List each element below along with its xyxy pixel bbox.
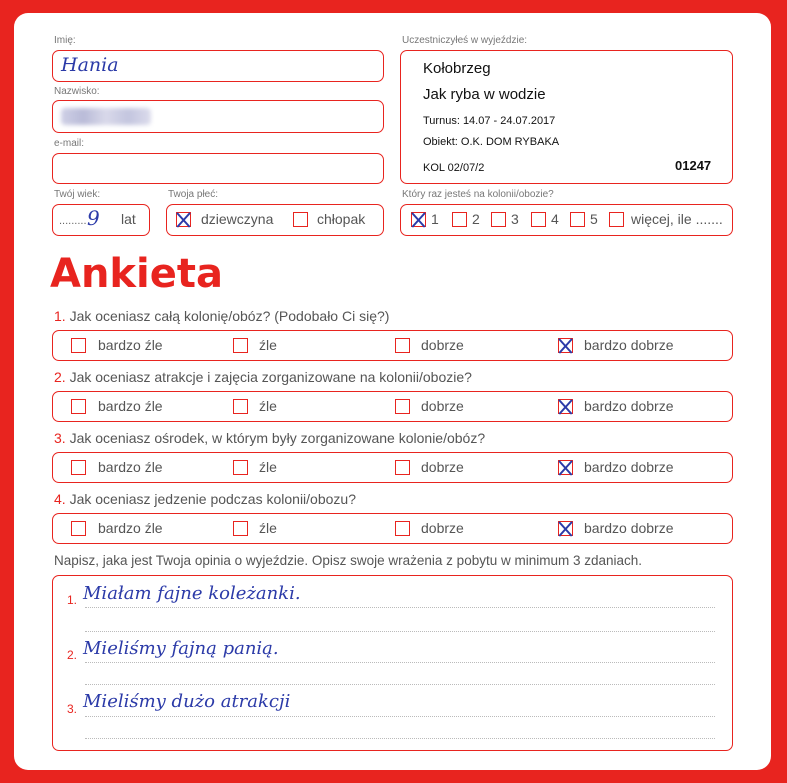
q4-zle-label: źle: [259, 520, 277, 536]
q2-bardzo-dobrze-checkbox[interactable]: [558, 399, 573, 414]
q4-bardzo-zle-label: bardzo źle: [98, 520, 163, 536]
q4-bardzo-zle-checkbox[interactable]: [71, 521, 86, 536]
gender-boy-checkbox[interactable]: [293, 212, 308, 227]
trip-label: Uczestniczyłeś w wyjeździe:: [402, 35, 528, 46]
age-dots: .........: [59, 215, 87, 227]
opinion-line-3-text: Mieliśmy dużo atrakcji: [83, 691, 291, 712]
q1-bardzo-dobrze-checkbox[interactable]: [558, 338, 573, 353]
q2-bardzo-dobrze-label: bardzo dobrze: [584, 398, 674, 414]
opinion-prompt: Napisz, jaka jest Twoja opinia o wyjeździe. Opisz swoje wrażenia z pobytu w minimum 3 zdaniach.: [54, 553, 643, 568]
surname-field[interactable]: [52, 100, 384, 133]
q1-dobrze-checkbox[interactable]: [395, 338, 410, 353]
opinion-box[interactable]: [52, 575, 733, 751]
q2-bardzo-zle-checkbox[interactable]: [71, 399, 86, 414]
question-3-number: 3.: [54, 430, 66, 446]
email-field[interactable]: [52, 153, 384, 184]
gender-girl-label: dziewczyna: [201, 211, 274, 227]
opinion-line-1-number: [67, 593, 77, 607]
q1-zle-checkbox[interactable]: [233, 338, 248, 353]
question-2: [54, 369, 472, 385]
question-4-answers: [52, 513, 733, 544]
q2-bardzo-zle-label: bardzo źle: [98, 398, 163, 414]
q4-zle-checkbox[interactable]: [233, 521, 248, 536]
q2-zle-label: źle: [259, 398, 277, 414]
q3-bardzo-dobrze-label: bardzo dobrze: [584, 459, 674, 475]
q1-dobrze-label: dobrze: [421, 337, 464, 353]
survey-title: Ankieta: [50, 251, 223, 297]
times-5-label: 5: [590, 211, 598, 227]
q1-bardzo-dobrze-label: bardzo dobrze: [584, 337, 674, 353]
age-unit: lat: [121, 211, 136, 227]
opinion-line-2-text: Mieliśmy fajną panią.: [83, 638, 279, 659]
question-3: [54, 430, 485, 446]
q4-dobrze-label: dobrze: [421, 520, 464, 536]
times-1-label: 1: [431, 211, 439, 227]
opinion-line-3-rule: [85, 716, 715, 717]
q1-bardzo-zle-label: bardzo źle: [98, 337, 163, 353]
times-5-checkbox[interactable]: [570, 212, 585, 227]
age-field[interactable]: [52, 204, 150, 236]
q1-bardzo-zle-checkbox[interactable]: [71, 338, 86, 353]
question-2-number: 2.: [54, 369, 66, 385]
opinion-line-1-text: Miałam fajne koleżanki.: [83, 583, 301, 604]
times-1-checkbox[interactable]: [411, 212, 426, 227]
name-label: Imię:: [54, 35, 76, 46]
email-label: e-mail:: [54, 138, 85, 149]
opinion-line-3-num: 3.: [67, 702, 78, 716]
question-4: [54, 491, 356, 507]
opinion-rule-extra-3: [85, 738, 715, 739]
times-3-checkbox[interactable]: [491, 212, 506, 227]
times-more-label: więcej, ile .......: [631, 211, 723, 227]
question-2-answers: [52, 391, 733, 422]
question-4-number: 4.: [54, 491, 66, 507]
gender-girl-checkbox[interactable]: [176, 212, 191, 227]
q3-bardzo-dobrze-checkbox[interactable]: [558, 460, 573, 475]
q4-bardzo-dobrze-checkbox[interactable]: [558, 521, 573, 536]
q4-dobrze-checkbox[interactable]: [395, 521, 410, 536]
question-3-answers: [52, 452, 733, 483]
q3-zle-checkbox[interactable]: [233, 460, 248, 475]
surname-redacted: [61, 108, 151, 125]
opinion-line-3-number: [67, 702, 77, 716]
question-1-answers: [52, 330, 733, 361]
trip-program: Jak ryba w wodzie: [423, 86, 546, 103]
q4-bardzo-dobrze-label: bardzo dobrze: [584, 520, 674, 536]
trip-turnus: Turnus: 14.07 - 24.07.2017: [423, 115, 556, 127]
question-3-text: Jak oceniasz ośrodek, w którym były zorganizowane kolonie/obóz?: [69, 430, 486, 446]
times-2-checkbox[interactable]: [452, 212, 467, 227]
question-1-number: 1.: [54, 308, 66, 324]
trip-code: KOL 02/07/2: [423, 162, 485, 174]
opinion-line-2-rule: [85, 662, 715, 663]
q2-dobrze-checkbox[interactable]: [395, 399, 410, 414]
times-label: Który raz jesteś na kolonii/obozie?: [402, 189, 554, 200]
times-more-checkbox[interactable]: [609, 212, 624, 227]
question-4-text: Jak oceniasz jedzenie podczas kolonii/obozu?: [69, 491, 356, 507]
q3-bardzo-zle-checkbox[interactable]: [71, 460, 86, 475]
opinion-line-2-num: 2.: [67, 648, 78, 662]
question-2-text: Jak oceniasz atrakcje i zajęcia zorganizowane na kolonii/obozie?: [69, 369, 472, 385]
q3-dobrze-label: dobrze: [421, 459, 464, 475]
question-1-text: Jak oceniasz całą kolonię/obóz? (Podobało Ci się?): [69, 308, 390, 324]
opinion-rule-extra-1: [85, 631, 715, 632]
trip-obiekt: Obiekt: O.K. DOM RYBAKA: [423, 136, 560, 148]
opinion-line-1-num: 1.: [67, 593, 78, 607]
opinion-line-1-rule: [85, 607, 715, 608]
age-value: 9: [87, 206, 100, 230]
q3-dobrze-checkbox[interactable]: [395, 460, 410, 475]
name-value: Hania: [61, 54, 119, 76]
gender-field: [166, 204, 384, 236]
q1-zle-label: źle: [259, 337, 277, 353]
times-4-label: 4: [551, 211, 559, 227]
name-field[interactable]: [52, 50, 384, 82]
q2-dobrze-label: dobrze: [421, 398, 464, 414]
trip-stamp-box: [400, 50, 733, 184]
times-field: [400, 204, 733, 236]
surname-label: Nazwisko:: [54, 86, 100, 97]
opinion-rule-extra-2: [85, 684, 715, 685]
age-label: Twój wiek:: [54, 189, 101, 200]
trip-number: 01247: [675, 158, 712, 173]
gender-label: Twoja płeć:: [168, 189, 219, 200]
q3-bardzo-zle-label: bardzo źle: [98, 459, 163, 475]
trip-city: Kołobrzeg: [423, 60, 491, 77]
times-2-label: 2: [472, 211, 480, 227]
q3-zle-label: źle: [259, 459, 277, 475]
opinion-line-2-number: [67, 648, 77, 662]
gender-boy-label: chłopak: [317, 211, 366, 227]
q2-zle-checkbox[interactable]: [233, 399, 248, 414]
survey-sheet: [14, 13, 771, 770]
times-3-label: 3: [511, 211, 519, 227]
question-1: [54, 308, 389, 324]
times-4-checkbox[interactable]: [531, 212, 546, 227]
